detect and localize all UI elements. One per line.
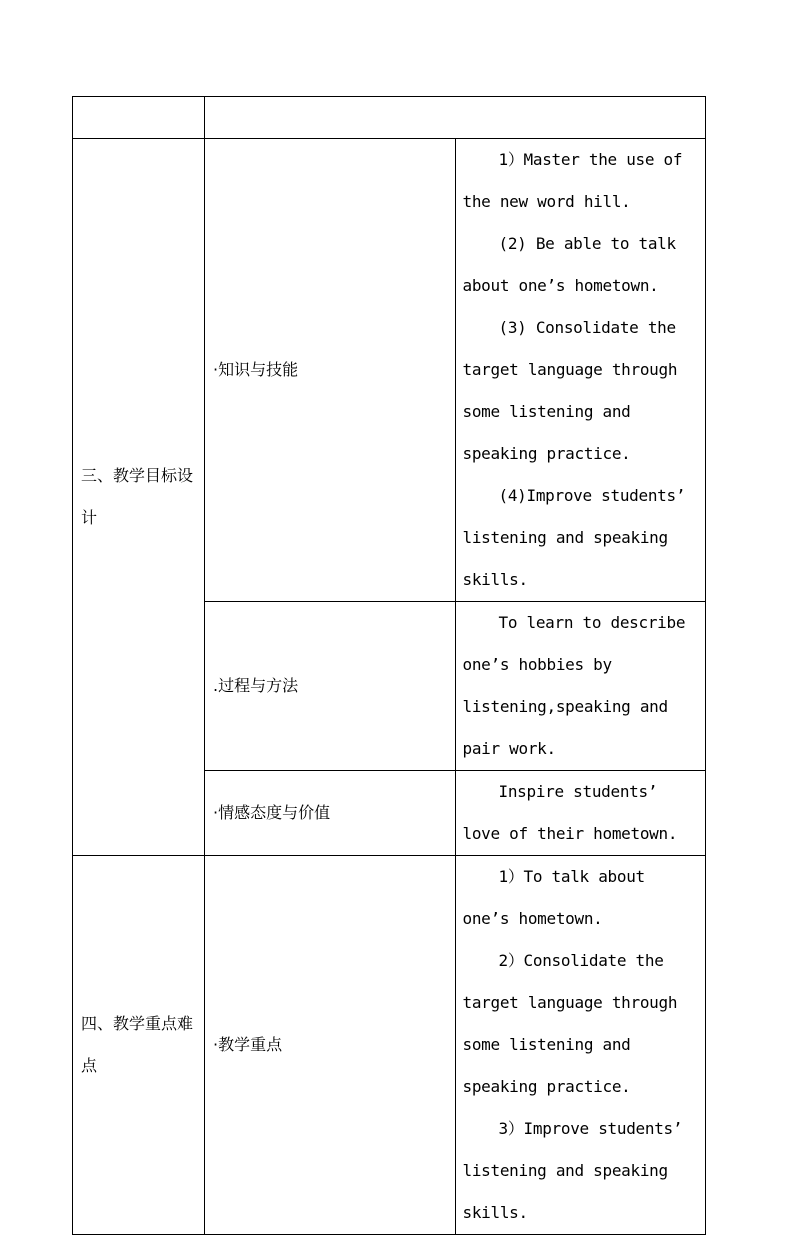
section4-title: 四、教学重点难点 — [73, 856, 205, 1235]
section3-title: 三、教学目标设计 — [73, 139, 205, 856]
objective-item: (3) Consolidate the target language through some listening and speaking practice. — [462, 318, 678, 463]
process-cell — [455, 602, 706, 771]
table-row — [73, 139, 706, 602]
emotion-label: ·情感态度与价值 — [205, 771, 456, 856]
header-cell-right — [205, 97, 706, 139]
header-cell-left — [73, 97, 205, 139]
objective-item: (2) Be able to talk about one’s hometown. — [462, 234, 676, 295]
key-point-item: 2）Consolidate the target language through some listening and speaking practice. — [462, 951, 678, 1096]
key-point-item: 1）To talk about one’s hometown. — [462, 867, 645, 928]
emotion-text: Inspire students’ love of their hometown. — [462, 782, 678, 843]
key-points-cell — [455, 856, 706, 1235]
knowledge-label: ·知识与技能 — [205, 139, 456, 602]
process-label: .过程与方法 — [205, 602, 456, 771]
objective-item: (4)Improve students’ listening and speaking skills. — [462, 486, 686, 589]
process-text: To learn to describe one’s hobbies by listening,speaking and pair work. — [462, 613, 686, 758]
lesson-plan-table — [72, 96, 706, 1235]
knowledge-objectives — [455, 139, 706, 602]
emotion-cell — [455, 771, 706, 856]
table-row — [73, 856, 706, 1235]
objective-item: 1）Master the use of the new word hill. — [462, 150, 683, 211]
key-points-label: ·教学重点 — [205, 856, 456, 1235]
key-point-item: 3）Improve students’ listening and speaking skills. — [462, 1119, 683, 1222]
table-header-row — [73, 97, 706, 139]
